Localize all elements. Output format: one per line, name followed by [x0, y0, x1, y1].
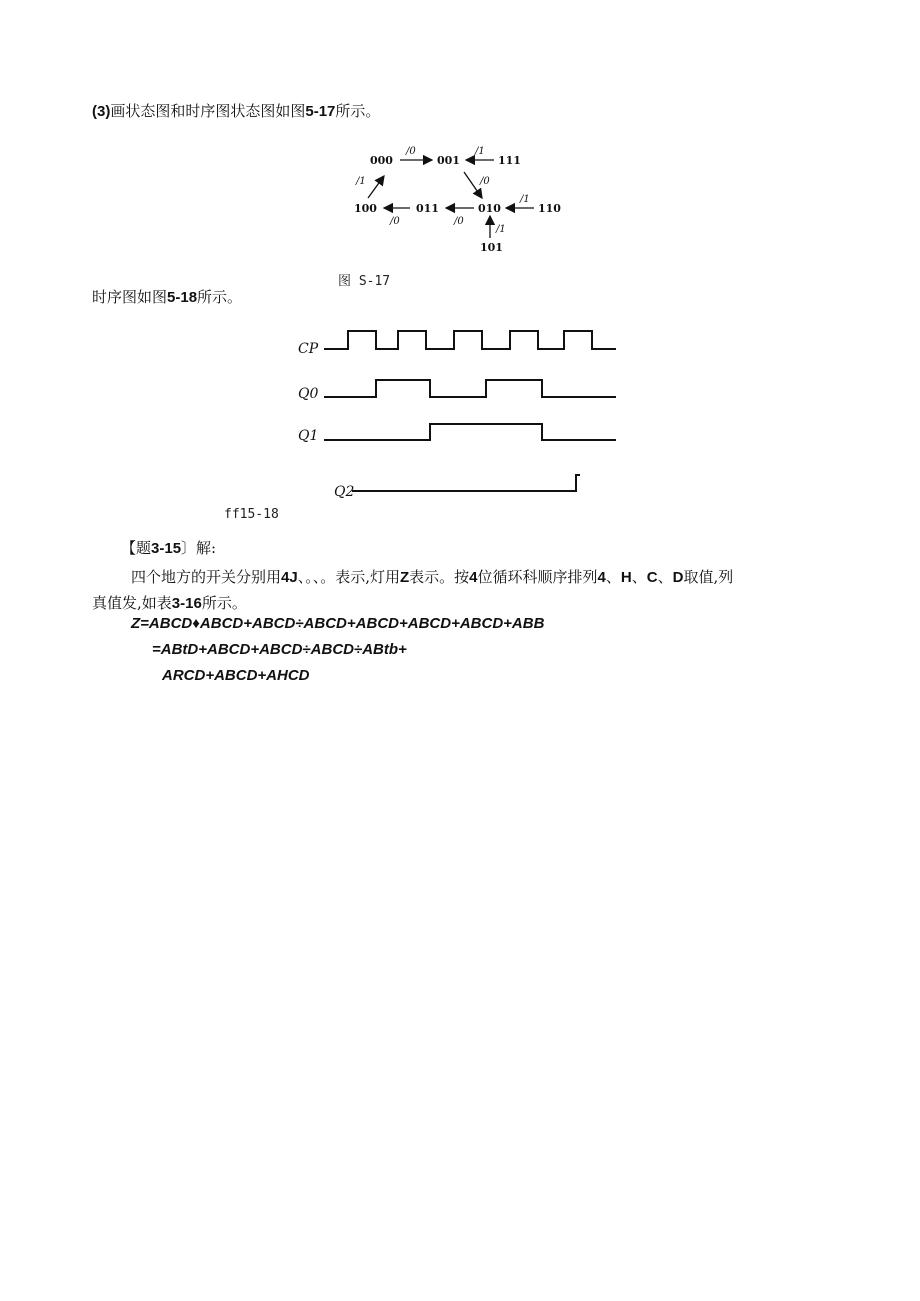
formula-line-1: Z=ABCD♦ABCD+ABCD÷ABCD+ABCD+ABCD+ABCD+ABB	[131, 615, 545, 632]
p1-var: D	[672, 569, 684, 586]
figure-ref: 5-17	[305, 103, 336, 120]
transition-label: /1	[520, 194, 530, 205]
p1-text: 、	[631, 568, 647, 586]
problem-heading	[121, 538, 216, 559]
transition-label: /0	[480, 176, 490, 187]
state-node: 011	[416, 202, 439, 215]
formula-line-3: ARCD+ABCD+AHCD	[162, 667, 310, 684]
p2-text: 所示。	[201, 594, 247, 612]
figure-caption-s17: 图 S-17	[338, 274, 391, 289]
transition-label: /1	[496, 224, 506, 235]
state-node: 100	[354, 202, 377, 215]
problem-number: 3-15	[151, 540, 182, 557]
transition-label: /0	[390, 216, 400, 227]
p1-text: 、	[657, 568, 673, 586]
state-node: 000	[370, 154, 393, 167]
p1-text: 取值,列	[683, 568, 734, 586]
p1-var: 4	[469, 569, 478, 586]
state-diagram	[350, 140, 570, 260]
timing-diagram	[294, 322, 624, 502]
section-3-line	[92, 101, 380, 122]
figure-caption-15-18: ff15-18	[224, 507, 279, 522]
state-node: 101	[480, 241, 503, 254]
section-tail: 所示。	[335, 102, 381, 120]
timing-figure-ref: 5-18	[167, 289, 198, 306]
p1-text: 表示。按	[409, 568, 470, 586]
p1-var: C	[646, 569, 658, 586]
formula-line-2: =ABtD+ABCD+ABCD÷ABCD÷ABtb+	[152, 641, 407, 658]
signal-label-q0: Q0	[298, 386, 319, 402]
signal-label-q1: Q1	[298, 428, 319, 444]
arrow-100-000	[368, 176, 384, 198]
state-node: 111	[498, 154, 521, 167]
section-number: (3)	[92, 103, 111, 120]
problem-open: 【题	[121, 539, 152, 557]
timing-intro-tail: 所示。	[197, 288, 243, 306]
problem-close: 〕解:	[181, 539, 217, 557]
q0-waveform	[324, 380, 616, 397]
timing-intro-text: 时序图如图	[92, 288, 168, 306]
p1-var: 4J	[281, 569, 298, 586]
transition-label: /1	[475, 146, 485, 157]
state-node: 001	[437, 154, 460, 167]
p2-ref: 3-16	[171, 595, 202, 612]
signal-label-q2: Q2	[334, 484, 355, 500]
section-text: 画状态图和时序图状态图如图	[110, 102, 306, 120]
timing-intro	[92, 287, 242, 308]
transition-label: /1	[356, 176, 366, 187]
p1-text: 、	[605, 568, 621, 586]
q2-waveform	[352, 475, 580, 491]
p1-var: H	[620, 569, 632, 586]
transition-label: /0	[454, 216, 464, 227]
signal-label-cp: CP	[298, 341, 319, 357]
p1-var: Z	[399, 569, 410, 586]
state-node: 110	[538, 202, 561, 215]
cp-waveform	[324, 331, 616, 349]
p1-var: 4	[597, 569, 606, 586]
p2-text: 真值发,如表	[92, 594, 172, 612]
p1-text: 、。、。表示,灯用	[297, 568, 400, 586]
p1-text: 位循环科顺序排列	[477, 568, 598, 586]
problem-paragraph-line1	[131, 567, 733, 588]
state-node: 010	[478, 202, 501, 215]
q1-waveform	[324, 424, 616, 440]
p1-text: 四个地方的开关分别用	[131, 568, 282, 586]
problem-paragraph-line2	[92, 593, 247, 614]
transition-label: /0	[406, 146, 416, 157]
